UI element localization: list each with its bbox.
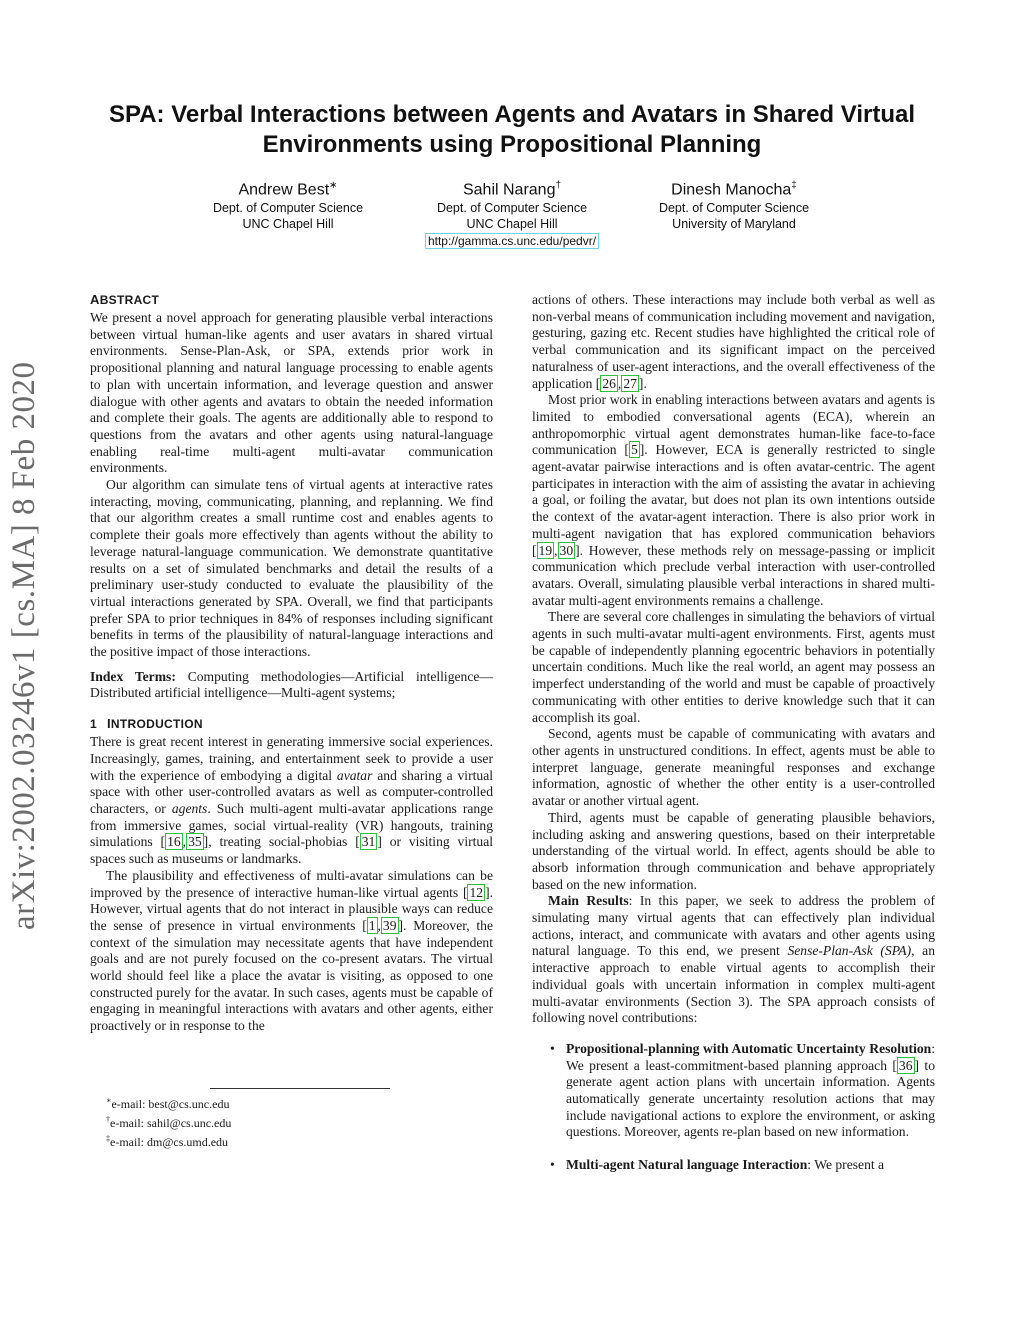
- introduction-heading: 1 INTRODUCTION: [90, 716, 203, 732]
- author-department: Dept. of Computer Science: [212, 201, 364, 216]
- index-terms-label: Index Terms:: [90, 668, 176, 684]
- left-column: [90, 292, 493, 1035]
- author-institution: University of Maryland: [672, 217, 796, 232]
- author-department: Dept. of Computer Science: [658, 201, 810, 216]
- author-department: Dept. of Computer Science: [436, 201, 588, 216]
- intro-paragraph-1: There is great recent interest in generating immersive social experiences. Increasingly, games, training, and entertainment seek to provide a user with the experience of embodying a digital avatar and sharing a virtual space with other user-controlled avatars as well as computer-controlled characters, or agents. Such multi-agent multi-avatar applications range from immersive games, social virtual-reality (VR) hangouts, training simulations [ 16 , 35 ], treating social-phobias [ 31 ] or visiting virtual spaces such as museums or landmarks.: [90, 734, 494, 867]
- index-terms-text: Computing methodologies—Artificial intelligence—Distributed artificial intelligence—Multi-agent systems;: [90, 668, 493, 701]
- contribution-item-1: • Propositional-planning with Automatic Uncertainty Resolution: We present a least-commitment-based planning approach [ 36 ] to generate agent action plans with uncertain information. Agents automatically generate uncertainty resolution actions that may include navigational actions to explore the environment, or asking questions. Moreover, agents re-plan based on new information.: [550, 1040, 935, 1140]
- right-paragraph-3: There are several core challenges in simulating the behaviors of virtual agents in such multi-avatar multi-agent environments. First, agents must be capable of independently planning egocentric behaviors in potentially uncertain conditions. Much like the real world, an agent may possess an imperfect understanding of the world and must be capable of proactively communicating with other entities to derive knowledge such that it can accomplish its goal.: [532, 609, 935, 725]
- bullet-icon: •: [550, 1040, 555, 1056]
- title-line-1: SPA: Verbal Interactions between Agents and Avatars in Shared Virtual: [108, 101, 915, 128]
- right-paragraph-5: Third, agents must be capable of generating plausible behaviors, including asking and answering questions, based on their interpretable understanding of the virtual world. In effect, agents should be able to absorb information through communication and behave appropriately based on the new information.: [532, 809, 935, 892]
- footnote-2: †e-mail: sahil@cs.unc.edu: [106, 1115, 232, 1130]
- author-institution: UNC Chapel Hill: [466, 217, 558, 232]
- index-terms: [90, 669, 493, 702]
- main-results-label: Main Results: [548, 893, 629, 909]
- contribution-item-2: • Multi-agent Natural language Interaction: We present a: [550, 1157, 885, 1173]
- abstract-paragraph-1: We present a novel approach for generating plausible verbal interactions between virtual human-like agents and user avatars in shared virtual environments. Sense-Plan-Ask, or SPA, extends prior work in propositional planning and natural language processing to enable agents to plan with uncertain information, and leverage question and answer dialogue with other agents and avatars to obtain the needed information and complete their goals. The agents are additionally able to respond to questions from the avatars and other agents using natural-language enabling real-time multi-agent multi-avatar communication environments.: [90, 310, 493, 476]
- footnote-1: ∗e-mail: best@cs.unc.edu: [106, 1096, 230, 1111]
- abstract-paragraph-2: Our algorithm can simulate tens of virtual agents at interactive rates interacting, moving, communicating, planning, and replanning. We find that our algorithm creates a small runtime cost and enables agents to complete their goals more effectively than agents without the ability to leverage natural-language communication. We demonstrate quantitative results on a set of simulated benchmarks and detail the results of a preliminary user-study conducted to evaluate the plausibility of the virtual interactions generated by SPA. Overall, we find that participants prefer SPA to prior techniques in 84% of responses including significant benefits in terms of the plausibility of natural-language interactions and the positive impact of those interactions.: [90, 477, 493, 660]
- citation-link[interactable]: 26: [602, 375, 616, 391]
- right-column: [532, 292, 935, 1174]
- right-paragraph-1: actions of others. These interactions may include both verbal as well as non-verbal means of communication including movement and navigation, gesturing, gazing etc. Recent studies have highlighted the critical role of verbal communication and its significant impact on the perceived naturalness of user-agent interactions, and the overall effectiveness of the application [ 26 , 27 ].: [532, 292, 935, 391]
- right-paragraph-4: Second, agents must be capable of communicating with avatars and other agents in unstructured conditions. In effect, agents must be able to interpret language, generate meaningful responses and exchange information, agnostic of whether the other entity is a user-controlled avatar or another virtual agent.: [532, 726, 935, 809]
- citation-link[interactable]: 12: [469, 884, 484, 900]
- author-institution: UNC Chapel Hill: [242, 217, 334, 232]
- author-name: Andrew Best: [238, 181, 330, 199]
- author-footnote-mark: †: [555, 180, 562, 191]
- author-block-2: [382, 176, 642, 250]
- citation-link[interactable]: 39: [382, 917, 397, 933]
- title-line-2: Environments using Propositional Planning: [262, 131, 762, 158]
- footnotes: [90, 1088, 493, 1150]
- citation-link[interactable]: 16: [167, 834, 181, 850]
- abstract-heading: ABSTRACT: [90, 292, 160, 307]
- citation-link[interactable]: 36: [898, 1057, 913, 1073]
- project-url-link[interactable]: http://gamma.cs.unc.edu/pedvr/: [425, 233, 599, 249]
- citation-link[interactable]: 5: [630, 442, 638, 458]
- author-block-3: [604, 176, 864, 232]
- footnote-3: ‡e-mail: dm@cs.umd.edu: [106, 1134, 229, 1149]
- citation-link[interactable]: 35: [188, 834, 202, 850]
- right-paragraph-2: Most prior work in enabling interactions between avatars and agents is limited to embodied conversational agents (ECA), wherein an anthropomorphic virtual agent demonstrates human-like face-to-face communication [ 5 ]. However, ECA is generally restricted to single agent-avatar pairwise interactions and is often avatar-centric. The agent participates in interaction with the aim of assisting the avatar in achieving a goal, or foiling the avatar, but does not plan its own intentions outside the context of the avatar-agent interaction. There is also prior work in multi-agent navigation that has explored communication behaviors [ 19 , 30 ]. However, these methods rely on message-passing or implicit communication which preclude verbal interaction with user-controlled avatars. Overall, simulating plausible verbal interactions in shared multi-avatar multi-agent environments remains a challenge.: [532, 392, 935, 608]
- bullet-icon: •: [550, 1157, 555, 1173]
- author-name: Sahil Narang: [462, 181, 556, 199]
- author-name: Dinesh Manocha: [671, 181, 792, 199]
- citation-link[interactable]: 19: [538, 542, 553, 558]
- paper-title: [80, 100, 944, 160]
- arxiv-identifier-stamp: arXiv:2002.03246v1 [cs.MA] 8 Feb 2020: [6, 361, 42, 930]
- main-results-paragraph: Main Results: In this paper, we seek to address the problem of simulating many virtual agents that can effectively plan individual actions, interact, and communicate with avatars and other agents using natural language. To this end, we present Sense-Plan-Ask (SPA), an interactive approach to enable virtual agents to accomplish their individual goals with uncertain information in complex multi-agent multi-avatar environments (Section 3). The SPA approach consists of following novel contributions:: [532, 893, 935, 1026]
- footnote-divider: [210, 1088, 390, 1089]
- citation-link[interactable]: 1: [368, 917, 376, 933]
- author-footnote-mark: ‡: [791, 180, 797, 191]
- citation-link[interactable]: 30: [559, 542, 574, 558]
- intro-paragraph-2: The plausibility and effectiveness of multi-avatar simulations can be improved by the presence of interactive human-like virtual agents [ 12 ]. However, virtual agents that do not interact in plausible ways can reduce the sense of presence in virtual environments [ 1 , 39 ]. Moreover, the context of the simulation may necessitate agents that have independent goals and are not purely focused on the co-present avatars. The virtual world should feel like a place the avatar is visiting, as opposed to one constructed purely for the avatar. In such cases, agents must be capable of engaging in meaningful interactions with avatars and other agents, either proactively or in response to the: [90, 867, 493, 1034]
- citation-link[interactable]: 27: [623, 375, 637, 391]
- author-footnote-mark: ∗: [329, 180, 338, 191]
- citation-link[interactable]: 31: [361, 834, 376, 850]
- author-block-1: [158, 176, 418, 232]
